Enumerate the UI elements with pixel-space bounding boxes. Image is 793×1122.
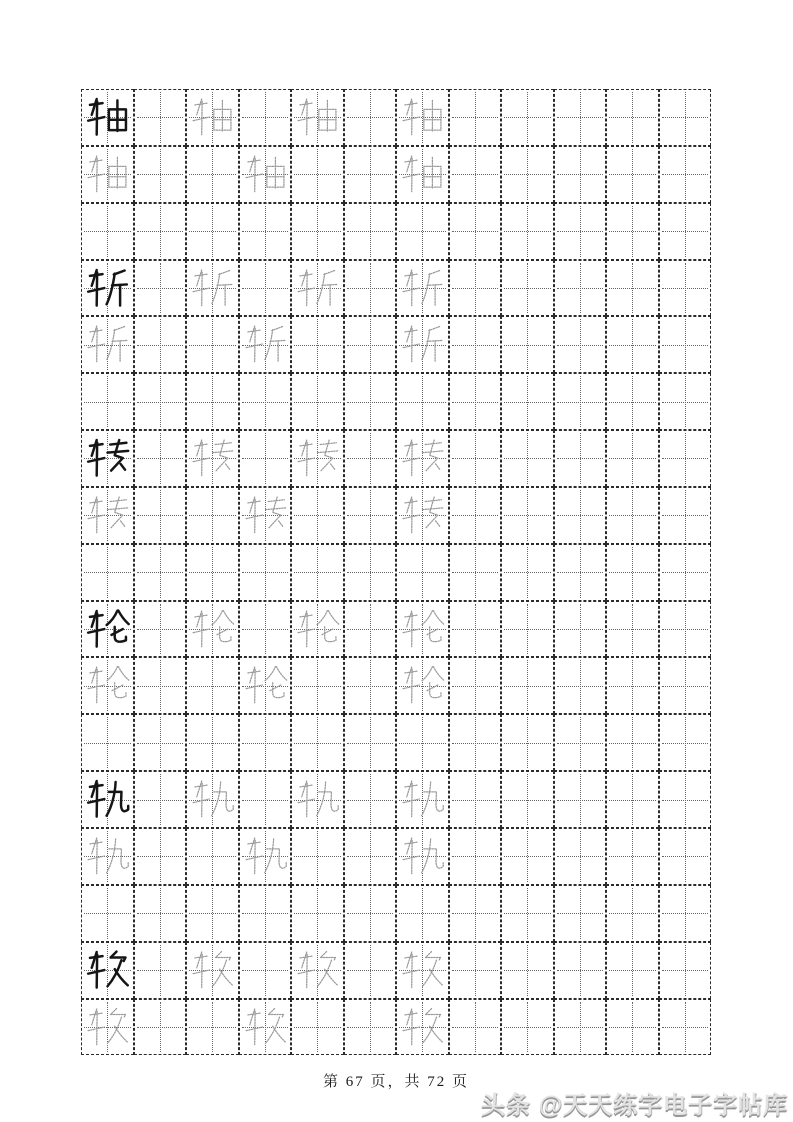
practice-cell <box>501 260 554 317</box>
practice-cell <box>81 544 134 601</box>
practice-cell <box>239 544 292 601</box>
hanzi-trace-glyph <box>190 946 235 995</box>
practice-cell <box>554 828 607 885</box>
practice-cell <box>186 544 239 601</box>
practice-cell <box>659 544 712 601</box>
hanzi-trace-glyph <box>243 832 288 881</box>
practice-cell <box>396 146 449 203</box>
hanzi-trace-glyph <box>85 320 130 369</box>
practice-cell <box>134 544 187 601</box>
page-number-footer: 第 67 页，共 72 页 <box>322 1074 469 1090</box>
practice-cell <box>606 203 659 260</box>
practice-cell <box>81 146 134 203</box>
practice-cell <box>396 942 449 999</box>
practice-cell <box>554 714 607 771</box>
practice-cell <box>659 146 712 203</box>
practice-cell <box>81 714 134 771</box>
practice-cell <box>449 999 502 1056</box>
practice-cell <box>291 771 344 828</box>
practice-cell <box>396 203 449 260</box>
practice-cell <box>554 601 607 658</box>
practice-cell <box>186 203 239 260</box>
practice-cell <box>186 373 239 430</box>
hanzi-solid-glyph <box>85 775 130 824</box>
practice-cell <box>239 601 292 658</box>
hanzi-trace-glyph <box>295 775 340 824</box>
practice-cell <box>186 260 239 317</box>
practice-cell <box>659 657 712 714</box>
practice-cell <box>291 885 344 942</box>
practice-cell <box>291 657 344 714</box>
practice-cell <box>449 771 502 828</box>
practice-cell <box>554 373 607 430</box>
practice-cell <box>554 942 607 999</box>
hanzi-trace-glyph <box>295 434 340 483</box>
practice-cell <box>606 999 659 1056</box>
practice-cell <box>134 714 187 771</box>
practice-cell <box>186 714 239 771</box>
practice-cell <box>449 657 502 714</box>
practice-cell <box>134 89 187 146</box>
practice-cell <box>659 260 712 317</box>
practice-cell <box>81 942 134 999</box>
practice-cell <box>291 544 344 601</box>
practice-cell <box>134 430 187 487</box>
practice-cell <box>81 828 134 885</box>
hanzi-trace-glyph <box>295 93 340 142</box>
practice-cell <box>291 430 344 487</box>
hanzi-trace-glyph <box>400 93 445 142</box>
practice-cell <box>344 260 397 317</box>
practice-cell <box>554 430 607 487</box>
practice-cell <box>449 373 502 430</box>
practice-cell <box>81 771 134 828</box>
practice-cell <box>396 260 449 317</box>
hanzi-trace-glyph <box>190 93 235 142</box>
practice-cell <box>291 203 344 260</box>
practice-cell <box>344 771 397 828</box>
practice-cell <box>554 89 607 146</box>
hanzi-trace-glyph <box>400 150 445 199</box>
hanzi-solid-glyph <box>85 434 130 483</box>
practice-cell <box>186 885 239 942</box>
practice-cell <box>659 89 712 146</box>
hanzi-trace-glyph <box>85 1003 130 1052</box>
practice-cell <box>659 999 712 1056</box>
practice-cell <box>606 544 659 601</box>
hanzi-trace-glyph <box>190 264 235 313</box>
practice-cell <box>396 828 449 885</box>
practice-cell <box>554 487 607 544</box>
hanzi-trace-glyph <box>400 264 445 313</box>
practice-cell <box>501 999 554 1056</box>
practice-cell <box>659 885 712 942</box>
practice-cell <box>134 316 187 373</box>
practice-grid <box>81 89 711 1055</box>
practice-cell <box>239 999 292 1056</box>
practice-cell <box>449 487 502 544</box>
hanzi-trace-glyph <box>85 832 130 881</box>
practice-cell <box>501 714 554 771</box>
hanzi-trace-glyph <box>400 491 445 540</box>
practice-cell <box>554 771 607 828</box>
practice-cell <box>606 657 659 714</box>
practice-cell <box>81 203 134 260</box>
practice-cell <box>501 89 554 146</box>
practice-cell <box>239 146 292 203</box>
practice-cell <box>659 771 712 828</box>
practice-cell <box>344 373 397 430</box>
hanzi-solid-glyph <box>85 605 130 654</box>
practice-cell <box>606 373 659 430</box>
practice-cell <box>239 430 292 487</box>
practice-cell <box>186 601 239 658</box>
practice-cell <box>659 601 712 658</box>
practice-cell <box>291 942 344 999</box>
practice-cell <box>449 942 502 999</box>
practice-cell <box>134 487 187 544</box>
practice-cell <box>501 203 554 260</box>
practice-cell <box>396 430 449 487</box>
practice-cell <box>239 828 292 885</box>
hanzi-trace-glyph <box>190 434 235 483</box>
practice-cell <box>396 544 449 601</box>
practice-cell <box>396 89 449 146</box>
hanzi-trace-glyph <box>243 1003 288 1052</box>
practice-cell <box>81 487 134 544</box>
practice-cell <box>449 544 502 601</box>
practice-cell <box>396 316 449 373</box>
practice-cell <box>606 714 659 771</box>
practice-cell <box>134 260 187 317</box>
practice-cell <box>344 487 397 544</box>
practice-cell <box>81 89 134 146</box>
practice-cell <box>134 657 187 714</box>
practice-cell <box>396 999 449 1056</box>
practice-cell <box>186 771 239 828</box>
practice-cell <box>501 942 554 999</box>
practice-cell <box>501 601 554 658</box>
practice-cell <box>291 487 344 544</box>
practice-cell <box>291 373 344 430</box>
hanzi-trace-glyph <box>400 605 445 654</box>
practice-cell <box>501 885 554 942</box>
practice-cell <box>344 89 397 146</box>
practice-cell <box>501 487 554 544</box>
practice-cell <box>291 714 344 771</box>
practice-cell <box>239 657 292 714</box>
hanzi-trace-glyph <box>400 775 445 824</box>
practice-cell <box>291 999 344 1056</box>
practice-cell <box>344 657 397 714</box>
practice-cell <box>186 828 239 885</box>
practice-cell <box>659 316 712 373</box>
practice-cell <box>186 999 239 1056</box>
hanzi-trace-glyph <box>400 320 445 369</box>
practice-cell <box>449 316 502 373</box>
practice-cell <box>396 885 449 942</box>
practice-cell <box>134 942 187 999</box>
practice-cell <box>606 430 659 487</box>
practice-cell <box>606 487 659 544</box>
practice-cell <box>554 146 607 203</box>
practice-cell <box>344 203 397 260</box>
practice-cell <box>449 601 502 658</box>
toutiao-watermark: 头条 @天天练字电子字帖库 <box>480 1092 788 1119</box>
practice-cell <box>134 771 187 828</box>
practice-cell <box>239 771 292 828</box>
practice-cell <box>134 373 187 430</box>
practice-cell <box>186 146 239 203</box>
practice-cell <box>186 430 239 487</box>
hanzi-trace-glyph <box>85 150 130 199</box>
practice-cell <box>554 203 607 260</box>
hanzi-trace-glyph <box>85 491 130 540</box>
practice-cell <box>606 89 659 146</box>
practice-cell <box>606 942 659 999</box>
practice-cell <box>659 203 712 260</box>
practice-cell <box>501 316 554 373</box>
practice-cell <box>396 373 449 430</box>
practice-cell <box>554 657 607 714</box>
practice-cell <box>344 828 397 885</box>
practice-cell <box>344 430 397 487</box>
practice-cell <box>186 487 239 544</box>
practice-cell <box>606 146 659 203</box>
practice-cell <box>396 714 449 771</box>
hanzi-solid-glyph <box>85 946 130 995</box>
practice-cell <box>449 89 502 146</box>
practice-cell <box>606 885 659 942</box>
practice-cell <box>239 373 292 430</box>
practice-cell <box>344 146 397 203</box>
practice-cell <box>606 601 659 658</box>
practice-cell <box>134 885 187 942</box>
practice-cell <box>239 942 292 999</box>
practice-cell <box>606 316 659 373</box>
practice-cell <box>81 316 134 373</box>
practice-cell <box>291 828 344 885</box>
practice-cell <box>606 260 659 317</box>
practice-cell <box>239 316 292 373</box>
hanzi-trace-glyph <box>190 605 235 654</box>
practice-cell <box>186 657 239 714</box>
hanzi-trace-glyph <box>400 946 445 995</box>
practice-cell <box>291 146 344 203</box>
practice-cell <box>554 885 607 942</box>
practice-cell <box>186 942 239 999</box>
hanzi-trace-glyph <box>400 832 445 881</box>
hanzi-trace-glyph <box>400 1003 445 1052</box>
practice-cell <box>449 430 502 487</box>
practice-cell <box>239 89 292 146</box>
hanzi-trace-glyph <box>295 605 340 654</box>
practice-cell <box>659 487 712 544</box>
hanzi-trace-glyph <box>400 434 445 483</box>
practice-cell <box>291 89 344 146</box>
practice-cell <box>396 487 449 544</box>
practice-cell <box>449 203 502 260</box>
practice-cell <box>659 373 712 430</box>
practice-cell <box>449 146 502 203</box>
practice-cell <box>344 601 397 658</box>
practice-cell <box>81 430 134 487</box>
hanzi-trace-glyph <box>400 661 445 710</box>
practice-cell <box>134 828 187 885</box>
practice-cell <box>449 885 502 942</box>
practice-cell <box>449 714 502 771</box>
practice-cell <box>81 601 134 658</box>
practice-cell <box>554 316 607 373</box>
practice-cell <box>659 828 712 885</box>
practice-cell <box>554 544 607 601</box>
practice-cell <box>449 260 502 317</box>
practice-cell <box>81 999 134 1056</box>
practice-cell <box>501 430 554 487</box>
practice-cell <box>501 771 554 828</box>
hanzi-solid-glyph <box>85 93 130 142</box>
practice-cell <box>291 601 344 658</box>
practice-cell <box>291 316 344 373</box>
practice-cell <box>659 942 712 999</box>
practice-cell <box>554 260 607 317</box>
hanzi-trace-glyph <box>243 320 288 369</box>
practice-cell <box>344 942 397 999</box>
practice-cell <box>81 657 134 714</box>
practice-cell <box>134 999 187 1056</box>
hanzi-trace-glyph <box>243 150 288 199</box>
practice-cell <box>344 316 397 373</box>
practice-cell <box>396 601 449 658</box>
practice-cell <box>501 146 554 203</box>
practice-cell <box>501 657 554 714</box>
practice-cell <box>186 316 239 373</box>
hanzi-solid-glyph <box>85 264 130 313</box>
practice-cell <box>501 373 554 430</box>
practice-cell <box>396 771 449 828</box>
practice-cell <box>344 885 397 942</box>
practice-cell <box>81 260 134 317</box>
practice-cell <box>659 714 712 771</box>
hanzi-trace-glyph <box>243 661 288 710</box>
practice-cell <box>81 885 134 942</box>
practice-cell <box>606 828 659 885</box>
practice-cell <box>291 260 344 317</box>
practice-cell <box>239 203 292 260</box>
practice-cell <box>501 828 554 885</box>
practice-cell <box>659 430 712 487</box>
practice-cell <box>606 771 659 828</box>
hanzi-trace-glyph <box>243 491 288 540</box>
practice-cell <box>344 544 397 601</box>
practice-cell <box>134 601 187 658</box>
practice-cell <box>554 999 607 1056</box>
practice-cell <box>396 657 449 714</box>
practice-cell <box>344 714 397 771</box>
hanzi-trace-glyph <box>190 775 235 824</box>
practice-cell <box>186 89 239 146</box>
practice-cell <box>134 203 187 260</box>
practice-cell <box>134 146 187 203</box>
practice-cell <box>81 373 134 430</box>
practice-cell <box>239 885 292 942</box>
practice-cell <box>239 260 292 317</box>
hanzi-trace-glyph <box>295 264 340 313</box>
practice-cell <box>501 544 554 601</box>
practice-cell <box>239 487 292 544</box>
practice-cell <box>449 828 502 885</box>
practice-cell <box>344 999 397 1056</box>
hanzi-trace-glyph <box>295 946 340 995</box>
practice-cell <box>239 714 292 771</box>
hanzi-trace-glyph <box>85 661 130 710</box>
